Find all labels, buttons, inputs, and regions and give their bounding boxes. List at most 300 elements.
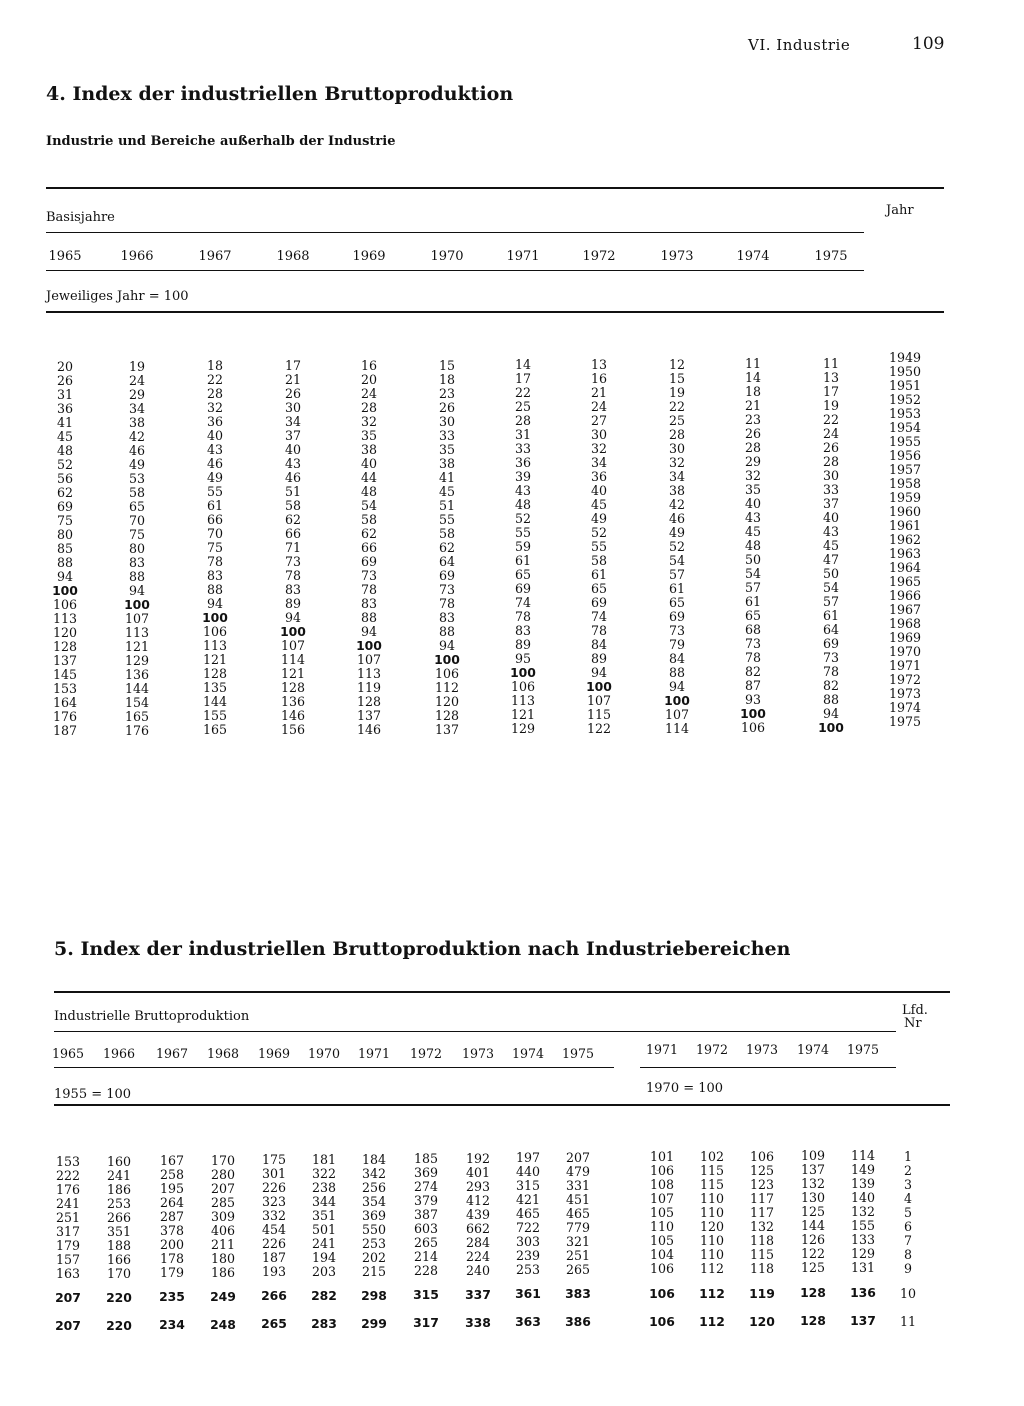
table4-cell: 57 xyxy=(668,566,686,582)
table4-cell: 32 xyxy=(590,440,608,456)
table5-sum-cell-b: 106 xyxy=(649,1314,675,1329)
table4-cell: 62 xyxy=(56,485,74,500)
table5-cell: 238 xyxy=(311,1180,337,1195)
table4-cell: 100 xyxy=(818,720,844,735)
table4-cell: 61 xyxy=(514,553,532,569)
table4-cell: 37 xyxy=(284,428,302,444)
table4-cell: 78 xyxy=(744,650,762,666)
table5-row-number: 3 xyxy=(903,1177,912,1192)
table4-cell: 28 xyxy=(360,399,378,415)
table4-base-year: 1974 xyxy=(736,249,770,264)
table4-cell: 114 xyxy=(280,652,306,668)
table5-cell-b: 132 xyxy=(800,1176,826,1192)
table5-cell: 317 xyxy=(55,1224,81,1239)
table4-cell: 100 xyxy=(202,610,228,626)
table4-cell: 32 xyxy=(668,454,686,470)
table5-sum-cell: 298 xyxy=(361,1287,387,1303)
table4-cell: 115 xyxy=(586,706,612,722)
table5-cell: 265 xyxy=(413,1235,439,1251)
table4-cell: 65 xyxy=(668,594,686,610)
table5-cell: 331 xyxy=(565,1178,591,1193)
table4-cell: 153 xyxy=(52,681,78,696)
table4-base-year: 1965 xyxy=(48,249,82,264)
table5-cell-b: 104 xyxy=(649,1247,675,1262)
table4-cell: 73 xyxy=(822,650,840,665)
table5-cell: 258 xyxy=(159,1167,185,1183)
table4-cell: 107 xyxy=(356,651,382,667)
table5-cell: 253 xyxy=(361,1235,387,1251)
table4-cell: 137 xyxy=(434,721,460,737)
table4-cell: 78 xyxy=(822,664,840,679)
table4-cell: 89 xyxy=(514,637,532,653)
table4-cell: 36 xyxy=(56,401,74,416)
table4-cell: 26 xyxy=(56,373,74,388)
table4-row-year: 1964 xyxy=(888,560,922,575)
table5-cell-b: 107 xyxy=(649,1191,675,1206)
table4-cell: 43 xyxy=(744,510,762,526)
table4-cell: 61 xyxy=(744,594,762,610)
table4-cell: 16 xyxy=(590,370,608,386)
table5-sum-cell-b: 112 xyxy=(699,1313,725,1329)
table4-cell: 52 xyxy=(56,457,74,472)
table4-cell: 88 xyxy=(206,582,224,598)
table4-cell: 29 xyxy=(128,386,146,402)
table5-base-a: 1955 = 100 xyxy=(54,1087,132,1102)
table4-cell: 165 xyxy=(202,722,228,738)
table4-header-rule xyxy=(46,232,864,233)
table4-cell: 129 xyxy=(510,721,536,737)
table4-row-year: 1960 xyxy=(888,504,922,519)
table4-cell: 38 xyxy=(128,414,146,430)
table4-cell: 73 xyxy=(668,622,686,638)
table5-cell: 256 xyxy=(361,1179,387,1195)
table4-cell: 58 xyxy=(438,525,456,541)
table5-sum-cell: 386 xyxy=(565,1314,591,1329)
table4-cell: 66 xyxy=(206,512,224,528)
table4-cell: 113 xyxy=(202,638,228,654)
table4-cell: 69 xyxy=(514,581,532,597)
table4-cell: 83 xyxy=(360,595,378,611)
table5-row-number: 11 xyxy=(899,1314,917,1329)
table5-sum-cell-b: 128 xyxy=(800,1313,826,1329)
table5-row-number: 9 xyxy=(903,1261,912,1276)
table4-cell: 69 xyxy=(590,594,608,610)
table5-cell-b: 126 xyxy=(800,1232,826,1248)
table5-cell: 451 xyxy=(565,1192,591,1207)
table4-cell: 95 xyxy=(514,651,532,667)
table4-cell: 52 xyxy=(514,511,532,527)
table5-cell: 170 xyxy=(210,1152,236,1168)
table5-cell-b: 106 xyxy=(749,1148,775,1164)
table4-cell: 165 xyxy=(124,708,150,724)
table4-cell: 100 xyxy=(434,651,460,667)
table4-cell: 128 xyxy=(356,693,382,709)
table5-cell-b: 108 xyxy=(649,1177,675,1192)
table4-cell: 17 xyxy=(822,384,840,399)
table4-cell: 88 xyxy=(438,623,456,639)
table4-base-year: 1973 xyxy=(660,249,694,264)
table4-cell: 30 xyxy=(668,440,686,456)
table5-row-number: 6 xyxy=(903,1219,912,1234)
table5-cell: 412 xyxy=(465,1192,491,1208)
table4-cell: 100 xyxy=(740,706,766,722)
table5-cell: 194 xyxy=(311,1250,337,1265)
table4-cell: 61 xyxy=(206,498,224,514)
table5-cell: 180 xyxy=(210,1250,236,1266)
table5-cell: 203 xyxy=(311,1264,337,1279)
table4-cell: 164 xyxy=(52,695,78,710)
table4-cell: 34 xyxy=(284,414,302,430)
table5-cell: 215 xyxy=(361,1263,387,1279)
table5-base-b: 1970 = 100 xyxy=(646,1081,724,1096)
table4-column xyxy=(574,358,624,736)
table5-cell: 251 xyxy=(55,1210,81,1225)
table4-cell: 68 xyxy=(744,622,762,638)
table5-cell: 253 xyxy=(515,1262,541,1278)
table4-base-year: 1970 xyxy=(430,249,464,264)
table4-cell: 29 xyxy=(744,454,762,470)
table5-cell-b: 114 xyxy=(850,1148,876,1164)
table4-cell: 34 xyxy=(668,468,686,484)
table5-cell-b: 123 xyxy=(749,1176,775,1192)
table4-column xyxy=(268,359,318,737)
table4-cell: 80 xyxy=(56,527,74,542)
table5-cell: 344 xyxy=(311,1194,337,1209)
table4-cell: 73 xyxy=(360,567,378,583)
table5-sum-cell: 234 xyxy=(159,1317,185,1333)
table4-cell: 94 xyxy=(206,596,224,612)
table4-cell: 114 xyxy=(664,720,690,736)
table4-row-year: 1952 xyxy=(888,392,922,407)
table4-cell: 146 xyxy=(356,721,382,737)
table4-cell: 56 xyxy=(56,471,74,486)
table5-cell: 192 xyxy=(465,1150,491,1166)
table4-cell: 36 xyxy=(514,455,532,471)
table4-cell: 26 xyxy=(438,399,456,415)
table4-cell: 94 xyxy=(668,678,686,694)
table4-cell: 128 xyxy=(280,680,306,696)
table4-cell: 33 xyxy=(438,427,456,443)
table5-sum-cell: 383 xyxy=(565,1286,591,1301)
table5-cell: 226 xyxy=(261,1236,287,1252)
table5-year-b: 1971 xyxy=(645,1042,679,1057)
table5-cell: 186 xyxy=(210,1264,236,1280)
table4-cell: 82 xyxy=(822,678,840,693)
table4-cell: 136 xyxy=(280,694,306,710)
table4-row-year: 1953 xyxy=(888,406,922,421)
table4-cell: 69 xyxy=(438,567,456,583)
table4-column xyxy=(40,360,90,738)
table5-sum-cell: 220 xyxy=(106,1317,132,1333)
table4-cell: 51 xyxy=(284,484,302,500)
table5-cell-b: 110 xyxy=(699,1190,725,1206)
table5-cell-b: 137 xyxy=(800,1162,826,1178)
table4-cell: 55 xyxy=(206,484,224,500)
table4-cell: 112 xyxy=(434,679,460,695)
table4-cell: 69 xyxy=(822,636,840,651)
table4-cell: 83 xyxy=(438,609,456,625)
table5-cell: 160 xyxy=(106,1153,132,1169)
table4-cell: 106 xyxy=(202,624,228,640)
table4-cell: 40 xyxy=(360,455,378,471)
table5-nr-label: Nr xyxy=(904,1016,922,1031)
table4-row-year: 1970 xyxy=(888,644,922,659)
table4-cell: 53 xyxy=(128,470,146,486)
table4-cell: 24 xyxy=(360,385,378,401)
table5-cell: 188 xyxy=(106,1237,132,1253)
table5-cell: 369 xyxy=(413,1165,439,1181)
table4-cell: 70 xyxy=(206,526,224,542)
table4-column xyxy=(498,358,548,736)
table4-cell: 15 xyxy=(438,357,456,373)
table5-cell: 550 xyxy=(361,1221,387,1237)
table4-cell: 54 xyxy=(822,580,840,595)
table5-sum-cell: 363 xyxy=(515,1314,541,1330)
table4-cell: 106 xyxy=(740,720,766,736)
table4-cell: 37 xyxy=(822,496,840,511)
table5-header-rule xyxy=(54,1031,896,1032)
table4-cell: 30 xyxy=(284,400,302,416)
table4-top-rule xyxy=(46,187,944,189)
table4-cell: 74 xyxy=(514,595,532,611)
table5-cell: 163 xyxy=(55,1266,81,1281)
table4-row-year: 1973 xyxy=(888,686,922,701)
table5-cell: 303 xyxy=(515,1234,541,1250)
table5-cell: 322 xyxy=(311,1166,337,1181)
table4-cell: 22 xyxy=(822,412,840,427)
table4-cell: 65 xyxy=(128,498,146,514)
table4-cell: 27 xyxy=(590,412,608,428)
table4-row-year: 1969 xyxy=(888,630,922,645)
table4-cell: 58 xyxy=(284,498,302,514)
table4-cell: 58 xyxy=(360,511,378,527)
table5-cell-b: 129 xyxy=(850,1246,876,1262)
table4-cell: 21 xyxy=(284,372,302,388)
table4-cell: 89 xyxy=(590,650,608,666)
table4-cell: 144 xyxy=(202,694,228,710)
table5-cell: 202 xyxy=(361,1249,387,1265)
table4-cell: 23 xyxy=(744,412,762,428)
table4-cell: 75 xyxy=(56,513,74,528)
table5-cell: 603 xyxy=(413,1221,439,1237)
table5-cell-b: 110 xyxy=(699,1204,725,1220)
table5-sum-cell-b: 128 xyxy=(800,1285,826,1301)
table4-cell: 28 xyxy=(822,454,840,469)
table5-year-a: 1971 xyxy=(357,1046,391,1061)
table4-data-rule xyxy=(46,311,944,313)
table5-cell: 440 xyxy=(515,1164,541,1180)
table5-cell: 181 xyxy=(311,1152,337,1167)
table4-cell: 176 xyxy=(124,722,150,738)
table5-year-b: 1975 xyxy=(846,1042,880,1057)
table5-year-a: 1965 xyxy=(51,1046,85,1061)
table4-cell: 136 xyxy=(124,666,150,682)
table4-cell: 28 xyxy=(744,440,762,456)
table4-cell: 121 xyxy=(202,652,228,668)
table4-cell: 113 xyxy=(52,611,78,626)
table4-cell: 121 xyxy=(280,666,306,682)
table4-row-year: 1956 xyxy=(888,448,922,463)
table4-cell: 55 xyxy=(514,525,532,541)
table5-cell: 387 xyxy=(413,1207,439,1223)
table4-cell: 65 xyxy=(744,608,762,624)
table4-row-year: 1951 xyxy=(888,378,922,393)
table4-cell: 40 xyxy=(590,482,608,498)
table4-title: 4. Index der industriellen Bruttoproduktion xyxy=(46,83,514,105)
table4-column xyxy=(112,360,162,738)
table5-cell: 351 xyxy=(311,1208,337,1223)
table4-cell: 120 xyxy=(434,693,460,709)
table4-base-year: 1972 xyxy=(582,249,616,264)
table4-cell: 24 xyxy=(128,372,146,388)
table4-cell: 100 xyxy=(664,692,690,708)
table4-cell: 44 xyxy=(360,469,378,485)
table5-cell: 157 xyxy=(55,1252,81,1267)
table5-year-a: 1967 xyxy=(155,1046,189,1061)
table5-cell: 401 xyxy=(465,1164,491,1180)
table4-base-year: 1968 xyxy=(276,249,310,264)
table5-year-a: 1973 xyxy=(461,1046,495,1061)
table4-cell: 40 xyxy=(206,428,224,444)
table4-cell: 32 xyxy=(360,413,378,429)
table5-sum-cell: 220 xyxy=(106,1289,132,1305)
table4-cell: 35 xyxy=(438,441,456,457)
table4-cell: 19 xyxy=(822,398,840,413)
table4-cell: 61 xyxy=(822,608,840,623)
table4-cell: 89 xyxy=(284,596,302,612)
table4-cell: 54 xyxy=(360,497,378,513)
table5-cell-b: 115 xyxy=(699,1176,725,1192)
table4-cell: 55 xyxy=(590,538,608,554)
table5-cell: 211 xyxy=(210,1236,236,1252)
table4-cell: 22 xyxy=(206,372,224,388)
table4-cell: 48 xyxy=(360,483,378,499)
table5-cell: 332 xyxy=(261,1208,287,1224)
table4-cell: 80 xyxy=(128,540,146,556)
table5-cell: 228 xyxy=(413,1263,439,1279)
table4-cell: 100 xyxy=(52,583,78,598)
table4-row-year: 1966 xyxy=(888,588,922,603)
table4-cell: 146 xyxy=(280,708,306,724)
table5-year-a: 1966 xyxy=(102,1046,136,1061)
table4-cell: 100 xyxy=(124,596,150,612)
table4-cell: 113 xyxy=(510,693,536,709)
table5-cell-b: 109 xyxy=(800,1148,826,1164)
table4-column xyxy=(806,357,856,735)
table4-cell: 69 xyxy=(56,499,74,514)
table4-row-year: 1957 xyxy=(888,462,922,477)
table4-cell: 100 xyxy=(586,678,612,694)
table4-cell: 69 xyxy=(360,553,378,569)
table4-cell: 107 xyxy=(124,610,150,626)
table4-cell: 33 xyxy=(514,441,532,457)
table5-cell: 222 xyxy=(55,1168,81,1183)
table4-cell: 14 xyxy=(744,370,762,386)
table5-cell: 153 xyxy=(55,1154,81,1169)
table4-cell: 73 xyxy=(284,554,302,570)
table4-cell: 88 xyxy=(128,568,146,584)
table4-row-year: 1958 xyxy=(888,476,922,491)
table5-cell: 321 xyxy=(565,1234,591,1249)
table4-cell: 17 xyxy=(514,371,532,387)
table4-cell: 18 xyxy=(438,371,456,387)
table4-cell: 39 xyxy=(514,469,532,485)
table5-cell: 293 xyxy=(465,1178,491,1194)
table4-row-year: 1963 xyxy=(888,546,922,561)
table4-cell: 48 xyxy=(514,497,532,513)
table4-cell: 128 xyxy=(52,639,78,654)
table5-cell-b: 132 xyxy=(749,1218,775,1234)
table4-cell: 78 xyxy=(438,595,456,611)
table4-cell: 66 xyxy=(360,539,378,555)
table4-cell: 32 xyxy=(206,400,224,416)
table5-sum-cell: 337 xyxy=(465,1286,491,1302)
table4-cell: 18 xyxy=(206,358,224,374)
table5-year-a: 1975 xyxy=(561,1046,595,1061)
table4-cell: 18 xyxy=(744,384,762,400)
table4-row-year: 1949 xyxy=(888,350,922,365)
table5-cell-b: 144 xyxy=(800,1218,826,1234)
table4-cell: 25 xyxy=(668,412,686,428)
table5-sum-cell: 283 xyxy=(311,1316,337,1331)
table4-cell: 137 xyxy=(356,707,382,723)
table5-cell-b: 110 xyxy=(649,1219,675,1234)
table5-cell: 241 xyxy=(106,1167,132,1183)
table5-sum-cell-b: 112 xyxy=(699,1285,725,1301)
table5-cell: 179 xyxy=(55,1238,81,1253)
table5-cell: 439 xyxy=(465,1206,491,1222)
table4-cell: 94 xyxy=(284,610,302,626)
table4-cell: 78 xyxy=(514,609,532,625)
table4-base-year: 1971 xyxy=(506,249,540,264)
table4-cell: 119 xyxy=(356,679,382,695)
table5-cell-b: 105 xyxy=(649,1205,675,1220)
table5-cell: 323 xyxy=(261,1194,287,1210)
table4-column xyxy=(344,359,394,737)
table4-cell: 62 xyxy=(360,525,378,541)
table4-row-year: 1965 xyxy=(888,574,922,589)
table5-top-rule xyxy=(54,991,950,993)
table4-cell: 49 xyxy=(668,524,686,540)
table4-cell: 85 xyxy=(56,541,74,556)
table4-cell: 42 xyxy=(668,496,686,512)
table4-cell: 88 xyxy=(822,692,840,707)
table5-cell: 170 xyxy=(106,1265,132,1281)
table4-cell: 35 xyxy=(360,427,378,443)
table5-cell: 266 xyxy=(106,1209,132,1225)
table5-cell-b: 102 xyxy=(699,1148,725,1164)
table4-cell: 43 xyxy=(284,456,302,472)
table4-row-year: 1955 xyxy=(888,434,922,449)
table4-cell: 24 xyxy=(822,426,840,441)
table5-cell: 184 xyxy=(361,1151,387,1167)
table5-cell-b: 125 xyxy=(749,1162,775,1178)
table4-cell: 106 xyxy=(510,679,536,695)
table5-cell-b: 110 xyxy=(699,1246,725,1262)
table5-cell: 284 xyxy=(465,1234,491,1250)
table5-cell-b: 120 xyxy=(699,1218,725,1234)
table4-cell: 28 xyxy=(206,386,224,402)
table4-cell: 78 xyxy=(284,568,302,584)
table4-cell: 40 xyxy=(284,442,302,458)
table4-cell: 100 xyxy=(510,665,536,681)
table4-cell: 94 xyxy=(360,623,378,639)
table5-year-b: 1974 xyxy=(796,1042,830,1057)
table4-cell: 40 xyxy=(822,510,840,525)
table4-row-year: 1971 xyxy=(888,658,922,673)
table4-cell: 83 xyxy=(128,554,146,570)
table5-cell: 465 xyxy=(515,1206,541,1222)
